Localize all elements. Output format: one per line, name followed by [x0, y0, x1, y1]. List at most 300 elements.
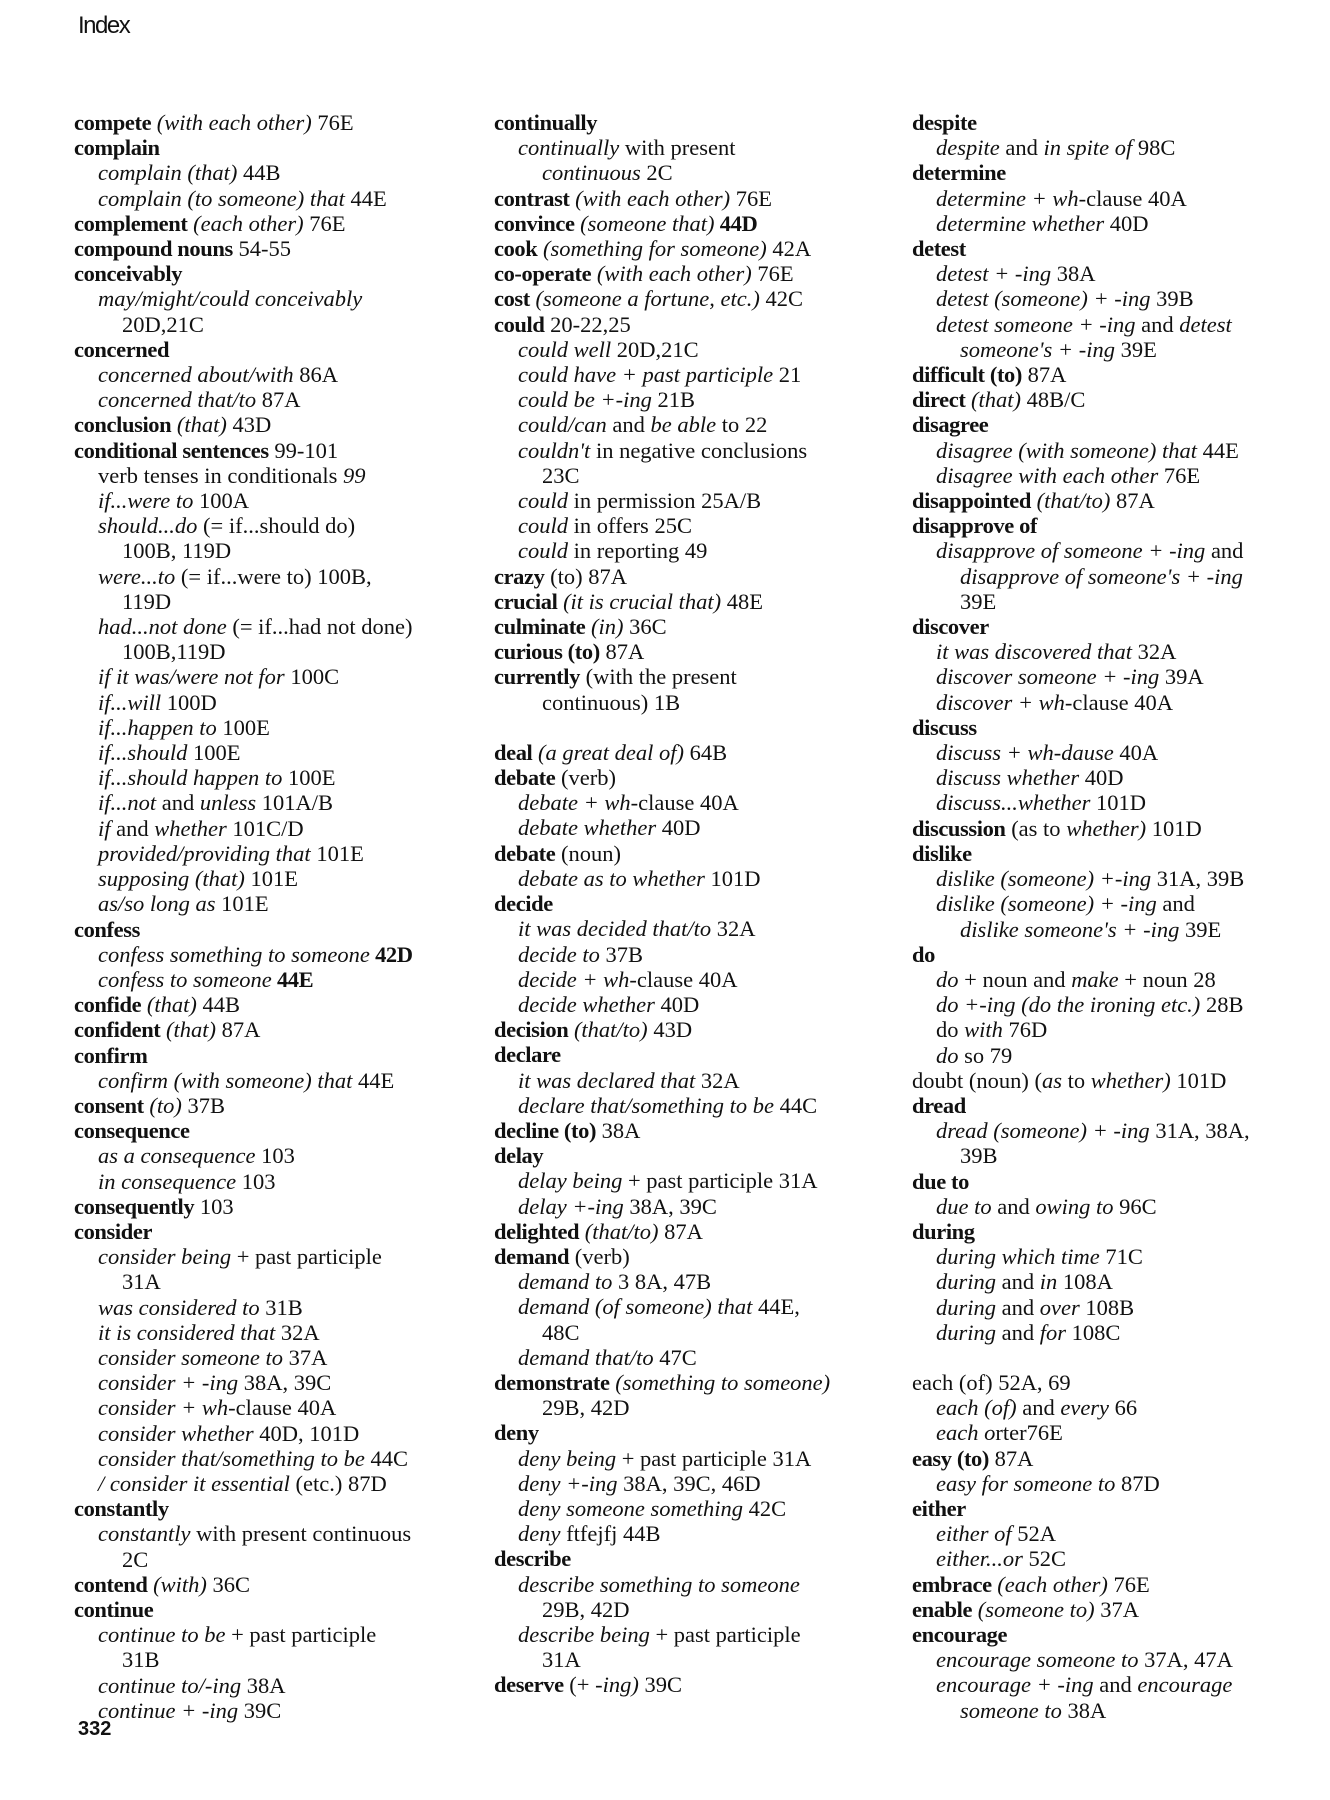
index-subentry-line	[912, 1017, 1312, 1042]
index-reference: 21	[773, 362, 802, 388]
index-example: whether	[154, 815, 227, 841]
index-example: (it is crucial that)	[557, 588, 722, 614]
index-headword-line	[74, 110, 474, 135]
index-example: (that)	[965, 387, 1022, 413]
index-reference: 36C	[623, 614, 667, 640]
index-headword-line	[494, 639, 894, 664]
index-subentry-line	[494, 916, 894, 941]
index-subentry-line	[494, 538, 894, 563]
index-term: crucial	[494, 588, 558, 614]
index-example: detest someone + -ing	[936, 311, 1136, 337]
index-reference: 101D	[1090, 790, 1146, 816]
index-reference: 47C	[653, 1344, 697, 1370]
index-reference: 38A, 39C, 46D	[617, 1470, 761, 1496]
index-reference: each (of) 52A, 69	[912, 1369, 1071, 1395]
index-example: (each other)	[991, 1571, 1108, 1597]
index-term: due to	[912, 1168, 969, 1194]
index-headword-line	[494, 664, 894, 689]
index-reference: 31A, 38A,	[1149, 1118, 1250, 1144]
index-example: it was discovered that	[936, 639, 1133, 665]
index-headword-line	[74, 917, 474, 942]
index-subentry-line	[74, 1673, 474, 1698]
index-subentry-line	[912, 463, 1312, 488]
index-reference: and	[1135, 311, 1180, 337]
index-example: confirm (with someone) that	[98, 1067, 353, 1093]
index-example: continue + -ing	[98, 1697, 239, 1723]
index-reference: 76E	[303, 210, 346, 236]
index-headword-line	[494, 765, 894, 790]
index-reference: 39B	[960, 1143, 998, 1169]
index-example: dislike (someone) +-ing	[936, 866, 1152, 892]
index-headword-line	[74, 1219, 474, 1244]
index-subentry-line	[494, 412, 894, 437]
index-reference: (= if...should do)	[197, 513, 356, 539]
index-reference: ftfejfj 44B	[560, 1521, 661, 1547]
index-example: someone to	[960, 1697, 1062, 1723]
index-example: may/might/could conceivably	[98, 286, 363, 312]
index-headword-line	[494, 740, 894, 765]
index-term: constantly	[74, 1496, 169, 1522]
index-headword-line	[912, 488, 1312, 513]
index-term: detest	[912, 236, 966, 262]
index-headword-line	[494, 1143, 894, 1168]
index-subentry-line	[494, 1446, 894, 1471]
index-subentry-line	[74, 891, 474, 916]
index-term: consent	[74, 1092, 144, 1118]
index-term: curious (to)	[494, 639, 600, 665]
index-reference: 40D, 101D	[253, 1420, 360, 1446]
index-subentry-line	[912, 1118, 1312, 1143]
index-headword-line	[912, 1446, 1312, 1471]
index-subentry-line	[912, 891, 1312, 916]
index-reference: (+	[563, 1672, 596, 1698]
index-continuation-line	[494, 463, 894, 488]
index-example: (with each other)	[569, 185, 731, 211]
index-example: demand that/to	[518, 1344, 654, 1370]
index-example: despite	[936, 135, 1000, 161]
index-term: do	[912, 941, 935, 967]
index-example: delay +-ing	[518, 1193, 624, 1219]
index-example: deny +-ing	[518, 1470, 618, 1496]
index-reference: doubt (noun) (	[912, 1067, 1042, 1093]
index-reference: 76E	[730, 185, 772, 211]
index-term: conclusion	[74, 412, 172, 438]
index-subentry-line	[74, 967, 474, 992]
index-subentry-line	[494, 942, 894, 967]
index-subentry-line	[74, 1521, 474, 1546]
index-reference: and	[996, 1294, 1040, 1320]
index-term: disapprove of	[912, 513, 1038, 539]
index-subentry-line	[74, 362, 474, 387]
index-example: someone's + -ing	[960, 336, 1115, 362]
index-example: could	[518, 488, 568, 514]
index-continuation-line	[912, 564, 1312, 589]
index-example: unless	[199, 790, 257, 816]
index-reference: 101E	[215, 891, 269, 917]
index-term: despite	[912, 110, 977, 135]
index-term: dread	[912, 1092, 966, 1118]
index-reference: + past participle	[225, 1622, 377, 1648]
index-subentry-line	[912, 1395, 1312, 1420]
index-continuation-line	[912, 589, 1312, 614]
index-continuation-line	[74, 639, 474, 664]
index-reference: 31B	[122, 1647, 160, 1673]
index-headword-line	[494, 1042, 894, 1067]
index-reference: 52C	[1022, 1546, 1067, 1572]
index-reference: 101D	[704, 865, 761, 891]
index-reference: 42C	[759, 286, 803, 312]
index-continuation-line	[912, 1143, 1312, 1168]
index-reference: and	[1156, 891, 1195, 917]
index-term: contend	[74, 1571, 148, 1597]
index-reference: 44E	[1197, 437, 1239, 463]
index-reference: + past participle 31A	[622, 1168, 818, 1194]
index-headword-line	[912, 816, 1312, 841]
index-example: (with each other)	[151, 110, 312, 135]
index-term: compound nouns	[74, 236, 233, 262]
index-subentry-line	[74, 1345, 474, 1370]
index-example: disagree (with someone) that	[936, 437, 1198, 463]
index-reference: in permission 25A/B	[568, 488, 762, 514]
index-example: consider being	[98, 1244, 232, 1270]
index-example: during	[936, 1269, 997, 1295]
index-continuation-line	[912, 917, 1312, 942]
index-headword-line	[74, 1597, 474, 1622]
index-reference: 100E	[282, 765, 336, 791]
index-reference: 64B	[684, 739, 728, 765]
index-reference: + noun and	[958, 966, 1072, 992]
index-example: owing to	[1035, 1193, 1114, 1219]
index-reference: 44E,	[752, 1294, 800, 1320]
index-reference: 39A	[1159, 664, 1204, 690]
index-term: describe	[494, 1546, 571, 1572]
index-headword-line	[494, 1672, 894, 1697]
index-headword-line	[494, 589, 894, 614]
index-subentry-line	[494, 866, 894, 891]
index-reference: 44B	[196, 992, 240, 1018]
index-reference: (as to	[1005, 815, 1067, 841]
index-subentry-line	[74, 286, 474, 311]
index-subentry-line	[912, 1647, 1312, 1672]
index-term: contrast	[494, 185, 570, 211]
index-subentry-line	[912, 992, 1312, 1017]
index-term: cost	[494, 286, 530, 312]
index-subentry-line	[912, 1471, 1312, 1496]
index-headword-line	[494, 1219, 894, 1244]
index-example: debate whether	[518, 815, 657, 841]
index-example: (someone that)	[574, 210, 715, 236]
index-subentry-line	[74, 1320, 474, 1345]
index-term: confirm	[74, 1042, 148, 1068]
index-subentry-line	[494, 967, 894, 992]
index-reference: 38A	[1051, 261, 1096, 287]
index-reference: 40A	[1113, 740, 1159, 766]
index-term: consider	[74, 1218, 153, 1244]
index-subentry-line	[74, 1169, 474, 1194]
index-example: (that)	[171, 412, 227, 438]
index-subentry-line	[494, 1093, 894, 1118]
index-subentry-line	[494, 438, 894, 463]
index-term: complement	[74, 210, 188, 236]
index-reference: in reporting 49	[568, 538, 708, 564]
index-reference: 23C	[542, 462, 580, 488]
index-term: discover	[912, 614, 989, 640]
index-subentry-line	[912, 1269, 1312, 1294]
index-example: as/so long as	[98, 891, 216, 917]
index-continuation-line	[912, 1698, 1312, 1723]
index-subentry-line	[74, 387, 474, 412]
index-reference: 76D	[1002, 1017, 1048, 1043]
index-example: in spite of	[1043, 135, 1133, 161]
index-subentry-line	[74, 664, 474, 689]
index-reference: 52A	[1011, 1521, 1056, 1547]
index-example: continually	[518, 135, 620, 161]
index-reference: 37B	[599, 941, 643, 967]
index-example: whether)	[1066, 815, 1147, 841]
index-subentry-line	[74, 463, 474, 488]
index-term: declare	[494, 1042, 561, 1068]
index-reference: 98C	[1132, 135, 1176, 161]
index-term: deal	[494, 739, 533, 765]
index-reference: 36C	[206, 1571, 250, 1597]
index-headword-line	[494, 1118, 894, 1143]
index-example: determine + wh-	[936, 185, 1087, 211]
index-example: it was declared that	[518, 1067, 696, 1093]
index-subentry-line	[494, 1168, 894, 1193]
index-example: (that)	[160, 1017, 217, 1043]
index-reference: and	[110, 815, 155, 841]
index-subentry-line	[912, 866, 1312, 891]
index-reference: continuous) 1B	[542, 689, 681, 715]
index-reference: 32A	[711, 916, 756, 942]
index-example: as	[1041, 1067, 1062, 1093]
index-example: do +-ing (do the ironing etc.)	[936, 992, 1201, 1018]
index-headword-line	[74, 1118, 474, 1143]
index-reference: 2C	[640, 160, 673, 186]
index-subentry-line	[74, 1421, 474, 1446]
index-headword-line	[912, 1496, 1312, 1521]
index-continuation-line	[912, 337, 1312, 362]
index-term: either	[912, 1495, 966, 1521]
index-reference: 28B	[1200, 992, 1244, 1018]
index-reference: clause 40A	[1086, 185, 1187, 211]
index-headword-line	[74, 261, 474, 286]
index-reference: 31B	[259, 1294, 303, 1320]
index-subentry-line	[74, 765, 474, 790]
index-subentry-line	[912, 1672, 1312, 1697]
index-term: easy (to)	[912, 1445, 989, 1471]
index-example: decide whether	[518, 991, 655, 1017]
index-subentry-line	[74, 1698, 474, 1723]
index-reference: 100D	[161, 689, 217, 715]
index-headword-line	[494, 110, 894, 135]
index-example: each (of)	[936, 1395, 1017, 1421]
index-reference: with present	[619, 135, 736, 161]
index-example: during	[936, 1319, 997, 1345]
index-headword-line	[494, 312, 894, 337]
index-headword-line	[494, 1017, 894, 1042]
index-example: demand (of someone) that	[518, 1294, 753, 1320]
index-subentry-line	[494, 1068, 894, 1093]
index-example: detest + -ing	[936, 261, 1052, 287]
index-reference: 103	[236, 1168, 276, 1194]
index-term: enable	[912, 1596, 973, 1622]
index-term: compete	[74, 110, 152, 135]
index-reference: 40D	[1104, 210, 1149, 236]
index-reference: 101A/B	[256, 790, 334, 816]
index-reference: 87A	[1110, 488, 1155, 514]
index-reference: 2C	[122, 1546, 149, 1572]
index-reference: 39C	[238, 1697, 282, 1723]
index-reference: and	[999, 135, 1044, 161]
index-term: confess	[74, 916, 140, 942]
index-headword-line	[494, 564, 894, 589]
index-reference: (= if...had not done)	[226, 614, 413, 640]
index-example: -ing)	[595, 1672, 639, 1698]
index-reference: clause 40A	[638, 790, 739, 816]
index-headword-line	[912, 942, 1312, 967]
index-subentry-line	[494, 1521, 894, 1546]
index-term: continually	[494, 110, 598, 135]
index-reference: 20-22,25	[544, 311, 631, 337]
index-example: due to	[936, 1193, 992, 1219]
index-example: dread (someone) + -ing	[936, 1118, 1150, 1144]
index-example: during	[936, 1294, 997, 1320]
index-example: it is considered that	[98, 1319, 276, 1345]
index-term: deny	[494, 1420, 539, 1446]
index-reference: 29B, 42D	[542, 1395, 630, 1421]
index-example: (to)	[143, 1092, 182, 1118]
index-example: in	[1039, 1269, 1058, 1295]
index-subentry-line	[494, 1622, 894, 1647]
index-subentry-line	[912, 1244, 1312, 1269]
index-subentry-line	[912, 790, 1312, 815]
index-continuation-line	[494, 1320, 894, 1345]
index-subentry-line	[74, 1622, 474, 1647]
index-example: encourage someone to	[936, 1647, 1139, 1673]
index-example: every	[1060, 1395, 1110, 1421]
index-example: debate as to whether	[518, 865, 705, 891]
index-column-1	[74, 110, 474, 1723]
index-term: conceivably	[74, 261, 183, 287]
index-continuation-line	[494, 1597, 894, 1622]
index-reference: 20D,21C	[611, 336, 699, 362]
index-example: demand to	[518, 1269, 613, 1295]
index-reference: 101C/D	[226, 815, 304, 841]
index-subentry-line	[74, 1471, 474, 1496]
index-reference: 108A	[1057, 1269, 1113, 1295]
index-subentry-line	[74, 942, 474, 967]
index-example: (someone a fortune, etc.)	[529, 286, 760, 312]
index-term: decision	[494, 1017, 569, 1043]
index-term: delighted	[494, 1218, 580, 1244]
index-example: provided/providing that	[98, 840, 311, 866]
index-example: dislike someone's + -ing	[960, 916, 1180, 942]
index-example: if it was/were not for	[98, 664, 285, 690]
index-subentry-line	[74, 1395, 474, 1420]
index-term: 44E	[271, 966, 314, 992]
index-reference: with present continuous	[190, 1521, 412, 1547]
index-subentry-line	[912, 664, 1312, 689]
index-example: (with each other)	[591, 261, 752, 287]
index-continuation-line	[74, 312, 474, 337]
index-example: each o	[936, 1420, 996, 1446]
index-example: couldn't	[518, 437, 591, 463]
index-example: easy for someone to	[936, 1470, 1116, 1496]
index-example: decide + wh-	[518, 966, 637, 992]
index-headword-line	[494, 841, 894, 866]
index-subentry-line	[74, 1295, 474, 1320]
index-example: do	[936, 1042, 959, 1068]
index-subentry-line	[912, 967, 1312, 992]
index-term: culminate	[494, 614, 586, 640]
index-example: (a great deal of)	[532, 739, 685, 765]
index-reference: 38A, 39C	[238, 1370, 332, 1396]
index-reference: 108B	[1079, 1294, 1135, 1320]
index-term: during	[912, 1218, 975, 1244]
index-reference: (etc.) 87D	[289, 1470, 387, 1496]
index-headword-line	[912, 412, 1312, 437]
index-headword-line	[912, 1622, 1312, 1647]
index-reference: 42C	[742, 1495, 787, 1521]
index-reference: 48B/C	[1021, 387, 1086, 413]
index-headword-line	[74, 1043, 474, 1068]
index-reference: 100A	[193, 488, 250, 514]
index-term: complain	[74, 135, 160, 161]
index-reference: and	[1016, 1395, 1061, 1421]
index-reference: 44E	[352, 1067, 395, 1093]
index-reference: 87A	[1022, 362, 1067, 388]
index-example: discuss whether	[936, 765, 1080, 791]
index-reference: 100E	[187, 740, 241, 766]
index-example: detest	[1179, 311, 1232, 337]
index-reference: 87A	[599, 639, 645, 665]
index-subentry-line	[494, 1194, 894, 1219]
index-reference: to	[1062, 1067, 1091, 1093]
index-headword-line	[74, 211, 474, 236]
index-continuation-line	[74, 1547, 474, 1572]
index-term: direct	[912, 387, 966, 413]
index-example: determine whether	[936, 210, 1105, 236]
index-reference: so 79	[958, 1042, 1013, 1068]
index-headword-line	[494, 186, 894, 211]
index-reference: 44E	[344, 185, 387, 211]
index-example: disagree with each other	[936, 462, 1159, 488]
index-example: with	[964, 1017, 1003, 1043]
index-example: it was decided that/to	[518, 916, 712, 942]
index-reference: 38A	[241, 1672, 286, 1698]
index-example: were...to	[98, 563, 176, 589]
index-subentry-line	[912, 740, 1312, 765]
index-reference: + past participle	[649, 1621, 801, 1647]
index-example: discuss + wh-dause	[936, 740, 1114, 766]
index-reference: (with the present	[579, 664, 737, 690]
index-example: 99	[337, 462, 366, 488]
index-headword-line	[494, 1546, 894, 1571]
index-reference: 76E	[1107, 1571, 1150, 1597]
index-reference: + past participle 31A	[616, 1445, 812, 1471]
index-reference: 21B	[651, 387, 696, 413]
index-subentry-line	[74, 690, 474, 715]
index-term: dislike	[912, 840, 972, 866]
index-headword-line	[912, 160, 1312, 185]
index-example: (that)	[141, 992, 197, 1018]
index-subentry-line	[74, 564, 474, 589]
index-reference: 32A	[1132, 639, 1177, 665]
index-reference: 87A	[256, 387, 301, 413]
index-example: could have + past participle	[518, 362, 774, 388]
index-subentry-line	[74, 1446, 474, 1471]
